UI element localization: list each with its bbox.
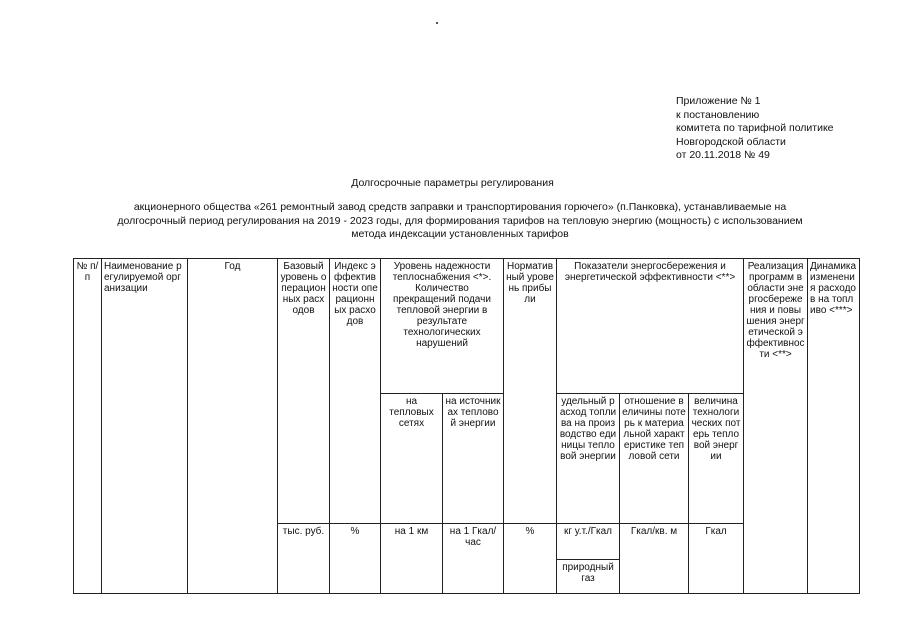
unit-sources: на 1 Гкал/час	[443, 524, 504, 594]
header-base: Базовый уровень операционных расходов	[278, 259, 330, 524]
subheader-loss-value: величина технологических потерь тепловой энергии	[689, 393, 744, 524]
annex-line: к постановлению	[676, 108, 760, 121]
header-year: Год	[188, 259, 278, 594]
header-dynamics: Динамика изменения расходов на топливо <***>	[808, 259, 860, 594]
unit-index: %	[330, 524, 381, 594]
document-subtitle	[60, 201, 860, 242]
header-reliability: Уровень надежности теплоснабжения <*>. Количество прекращений подачи тепловой энергии в результате технологических нарушений	[381, 259, 504, 394]
unit-networks: на 1 км	[381, 524, 443, 594]
document-title: Долгосрочные параметры регулирования	[351, 177, 554, 189]
header-org: Наименование регулируемой организации	[102, 259, 188, 594]
annex-line: Приложение № 1	[676, 95, 761, 107]
annex-line: комитета по тарифной политике	[676, 122, 834, 134]
subtitle-line: метода индексации установленных тарифов	[351, 228, 569, 240]
subheader-loss-ratio: отношение величины потерь к материальной характеристике тепловой сети	[620, 393, 689, 524]
annex-block	[676, 95, 834, 163]
header-index: Индекс эффективности операционных расходов	[330, 259, 381, 524]
unit-loss-ratio: Гкал/кв. м	[620, 524, 689, 594]
unit-fuel-rate: кг у.т./Гкал	[557, 524, 620, 560]
scan-speck	[436, 22, 438, 24]
subtitle-line: долгосрочный период регулирования на 2019 - 2023 годы, для формирования тарифов на тепловую энергию (мощность) с использованием	[117, 214, 803, 227]
unit-profit: %	[504, 524, 557, 594]
subheader-sources: на источниках тепловой энергии	[443, 393, 504, 524]
annex-line: Новгородской области	[676, 135, 786, 148]
fuel-type: природный газ	[557, 560, 620, 594]
header-energy: Показатели энергосбережения и энергетической эффективности <**>	[557, 259, 744, 394]
unit-base: тыс. руб.	[278, 524, 330, 594]
parameters-table	[73, 258, 860, 594]
unit-loss-value: Гкал	[689, 524, 744, 594]
header-programs: Реализация программ в области энергосбережения и повышения энергетической эффективности <**>	[744, 259, 808, 594]
header-profit: Нормативный уровень прибыли	[504, 259, 557, 524]
annex-line: от 20.11.2018 № 49	[676, 149, 770, 161]
header-num: № п/п	[74, 259, 102, 594]
subheader-fuel-rate: удельный расход топлива на производство единицы тепловой энергии	[557, 393, 620, 524]
subheader-networks: на тепловых сетях	[381, 393, 443, 524]
subtitle-line: акционерного общества «261 ремонтный завод средств заправки и транспортирования горючего» (п.Панковка), устанавливаемые на	[133, 201, 787, 213]
